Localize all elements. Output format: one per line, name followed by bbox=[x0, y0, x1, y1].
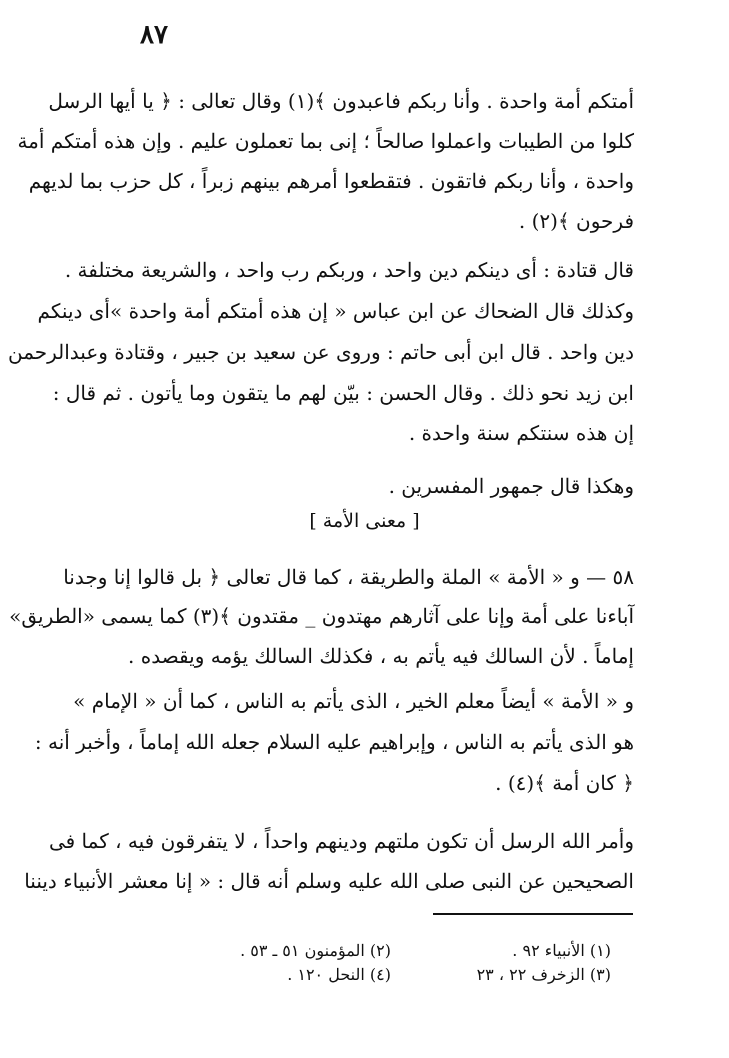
text-line: آباءنا على أمة وإنا على آثارهم مهتدون _ مقتدون ﴾(٣) كما يسمى «الطريق» bbox=[9, 604, 634, 628]
footnote: (٤) النحل ١٢٠ . bbox=[287, 965, 391, 984]
text-line: و « الأمة » أيضاً معلم الخير ، الذى يأتم به الناس ، كما أن « الإمام » bbox=[73, 689, 634, 713]
text-line: وأمر الله الرسل أن تكون ملتهم ودينهم واحداً ، لا يتفرقون فيه ، كما فى bbox=[48, 829, 634, 853]
text-line: فرحون ﴾(٢) . bbox=[518, 209, 634, 233]
footnote-rule bbox=[433, 913, 633, 915]
footnote: (٣) الزخرف ٢٢ ، ٢٣ bbox=[476, 965, 611, 984]
text-line: إماماً . لأن السالك فيه يأتم به ، فكذلك السالك يؤمه ويقصده . bbox=[128, 644, 634, 668]
text-line: إن هذه سنتكم سنة واحدة . bbox=[408, 421, 634, 445]
section-heading: [ معنى الأمة ] bbox=[309, 510, 420, 532]
text-line: وهكذا قال جمهور المفسرين . bbox=[388, 474, 634, 498]
text-line: واحدة ، وأنا ربكم فاتقون . فتقطعوا أمرهم بينهم زبراً ، كل حزب بما لديهم bbox=[28, 169, 634, 193]
page-number: ٨٧ bbox=[140, 20, 168, 50]
footnote: (٢) المؤمنون ٥١ ـ ٥٣ . bbox=[240, 941, 391, 960]
text-line: هو الذى يأتم به الناس ، وإبراهيم عليه السلام جعله الله إماماً ، وأخبر أنه : bbox=[34, 730, 634, 754]
text-line: ﴿ كان أمة ﴾(٤) . bbox=[495, 771, 634, 795]
text-line: أمتكم أمة واحدة . وأنا ربكم فاعبدون ﴾(١) وقال تعالى : ﴿ يا أيها الرسل bbox=[48, 89, 634, 113]
text-line: دين واحد . قال ابن أبى حاتم : وروى عن سعيد بن جبير ، وقتادة وعبدالرحمن bbox=[7, 340, 634, 364]
text-line: وكذلك قال الضحاك عن ابن عباس « إن هذه أمتكم أمة واحدة »أى دينكم bbox=[37, 299, 634, 323]
text-line: كلوا من الطيبات واعملوا صالحاً ؛ إنى بما تعملون عليم . وإن هذه أمتكم أمة bbox=[17, 129, 634, 153]
text-line: قال قتادة : أى دينكم دين واحد ، وربكم رب واحد ، والشريعة مختلفة . bbox=[64, 258, 634, 282]
text-line: الصحيحين عن النبى صلى الله عليه وسلم أنه قال : « إنا معشر الأنبياء ديننا bbox=[24, 869, 634, 893]
text-line: ٥٨ — و « الأمة » الملة والطريقة ، كما قال تعالى ﴿ بل قالوا إنا وجدنا bbox=[63, 565, 634, 589]
text-line: ابن زيد نحو ذلك . وقال الحسن : بيّن لهم ما يتقون وما يأتون . ثم قال : bbox=[52, 381, 634, 405]
footnote: (١) الأنبياء ٩٢ . bbox=[512, 941, 611, 960]
